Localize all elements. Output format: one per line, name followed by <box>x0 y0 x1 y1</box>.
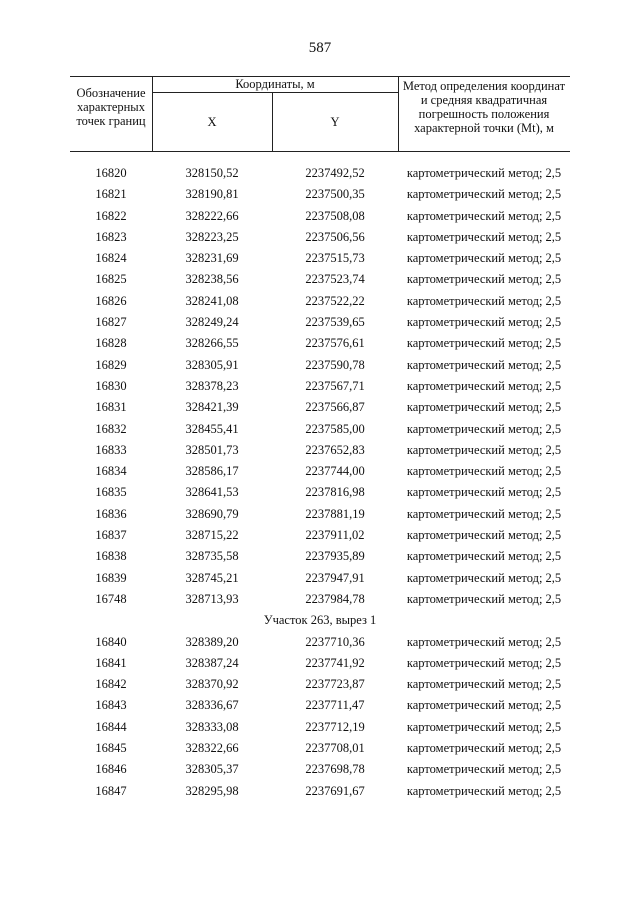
method-cell: картометрический метод; 2,5 <box>406 315 562 330</box>
y-cell: 2237652,83 <box>305 442 365 457</box>
point-id-cell: 16841 <box>95 655 127 670</box>
table-row <box>70 632 570 653</box>
table-row <box>70 269 570 290</box>
y-cell: 2237710,36 <box>305 634 365 649</box>
point-id-cell: 16822 <box>95 208 127 223</box>
x-cell: 328150,52 <box>185 166 239 180</box>
x-cell: 328378,23 <box>185 378 239 393</box>
point-id-cell: 16834 <box>95 464 127 479</box>
method-cell: картометрический метод; 2,5 <box>406 229 562 244</box>
method-cell: картометрический метод; 2,5 <box>406 783 562 798</box>
point-id-cell: 16828 <box>95 336 127 351</box>
method-cell: картометрический метод; 2,5 <box>406 698 562 713</box>
table-row <box>70 525 570 546</box>
method-cell: картометрический метод; 2,5 <box>406 719 562 734</box>
y-cell: 2237711,47 <box>305 698 365 713</box>
x-cell: 328690,79 <box>185 506 239 521</box>
point-id-cell: 16823 <box>95 229 127 244</box>
method-cell: картометрический метод; 2,5 <box>406 187 562 202</box>
table-row <box>70 781 570 802</box>
method-cell: картометрический метод; 2,5 <box>406 634 562 649</box>
x-cell: 328333,08 <box>185 719 239 734</box>
header-x: X <box>207 115 217 129</box>
table-row <box>70 504 570 525</box>
y-cell: 2237691,67 <box>305 783 365 798</box>
table-rows-part-1 <box>70 163 570 610</box>
table-row <box>70 397 570 418</box>
y-cell: 2237567,71 <box>305 378 365 393</box>
point-id-cell: 16847 <box>95 783 127 798</box>
x-cell: 328421,39 <box>185 400 239 415</box>
table-row <box>70 717 570 738</box>
x-cell: 328305,37 <box>185 762 239 777</box>
point-id-cell: 16825 <box>95 272 127 287</box>
x-cell: 328238,56 <box>185 272 239 287</box>
point-id-cell: 16835 <box>95 485 127 500</box>
method-cell: картометрический метод; 2,5 <box>406 378 562 393</box>
table-row <box>70 312 570 333</box>
x-cell: 328305,91 <box>185 357 239 372</box>
point-id-cell: 16824 <box>95 251 127 266</box>
point-id-cell: 16844 <box>95 719 127 734</box>
x-cell: 328370,92 <box>185 677 239 692</box>
table-rows-part-2 <box>70 632 570 802</box>
table-row <box>70 419 570 440</box>
method-cell: картометрический метод; 2,5 <box>406 464 562 479</box>
y-cell: 2237744,00 <box>305 464 365 479</box>
table-row <box>70 206 570 227</box>
method-cell: картометрический метод; 2,5 <box>406 251 562 266</box>
x-cell: 328389,20 <box>185 634 239 649</box>
method-cell: картометрический метод; 2,5 <box>406 762 562 777</box>
x-cell: 328222,66 <box>185 208 239 223</box>
point-id-cell: 16846 <box>95 762 127 777</box>
point-id-cell: 16829 <box>95 357 127 372</box>
header-method: Метод определения координат и средняя квадратичная погрешность положения характерной точки (Mt), м <box>402 79 566 135</box>
point-id-cell: 16840 <box>95 634 127 649</box>
y-cell: 2237881,19 <box>305 506 365 521</box>
table-row <box>70 227 570 248</box>
coords-divider <box>152 92 398 93</box>
point-id-cell: 16836 <box>95 506 127 521</box>
y-cell: 2237935,89 <box>305 549 365 564</box>
table-row <box>70 568 570 589</box>
x-cell: 328241,08 <box>185 293 239 308</box>
table-row <box>70 440 570 461</box>
y-cell: 2237522,22 <box>305 293 365 308</box>
y-cell: 2237816,98 <box>305 485 365 500</box>
y-cell: 2237508,08 <box>305 208 365 223</box>
y-cell: 2237741,92 <box>305 655 365 670</box>
y-cell: 2237911,02 <box>305 528 365 543</box>
y-cell: 2237566,87 <box>305 400 365 415</box>
method-cell: картометрический метод; 2,5 <box>406 166 562 180</box>
x-cell: 328322,66 <box>185 741 239 756</box>
method-cell: картометрический метод; 2,5 <box>406 570 562 585</box>
method-cell: картометрический метод; 2,5 <box>406 655 562 670</box>
header-col-divider-3 <box>398 76 399 151</box>
method-cell: картометрический метод; 2,5 <box>406 421 562 436</box>
point-id-cell: 16845 <box>95 741 127 756</box>
x-cell: 328735,58 <box>185 549 239 564</box>
table-body <box>70 163 570 802</box>
x-cell: 328223,25 <box>185 229 239 244</box>
table-row <box>70 461 570 482</box>
y-cell: 2237585,00 <box>305 421 365 436</box>
header-coordinates: Координаты, м <box>235 77 315 91</box>
y-cell: 2237698,78 <box>305 762 365 777</box>
method-cell: картометрический метод; 2,5 <box>406 549 562 564</box>
table-row <box>70 482 570 503</box>
point-id-cell: 16832 <box>95 421 127 436</box>
x-cell: 328455,41 <box>185 421 239 436</box>
section-title: Участок 263, вырез 1 <box>263 613 377 628</box>
point-id-cell: 16826 <box>95 293 127 308</box>
table-row <box>70 333 570 354</box>
header-bottom-border <box>70 151 570 152</box>
method-cell: картометрический метод; 2,5 <box>406 400 562 415</box>
method-cell: картометрический метод; 2,5 <box>406 272 562 287</box>
table-row <box>70 376 570 397</box>
point-id-cell: 16842 <box>95 677 127 692</box>
x-cell: 328586,17 <box>185 464 239 479</box>
point-id-cell: 16820 <box>95 166 127 180</box>
table-row <box>70 163 570 184</box>
point-id-cell: 16830 <box>95 378 127 393</box>
x-cell: 328641,53 <box>185 485 239 500</box>
x-cell: 328745,21 <box>185 570 239 585</box>
table-row <box>70 589 570 610</box>
method-cell: картометрический метод; 2,5 <box>406 485 562 500</box>
y-cell: 2237576,61 <box>305 336 365 351</box>
point-id-cell: 16821 <box>95 187 127 202</box>
table-row <box>70 355 570 376</box>
y-cell: 2237506,56 <box>305 229 365 244</box>
method-cell: картометрический метод; 2,5 <box>406 442 562 457</box>
method-cell: картометрический метод; 2,5 <box>406 293 562 308</box>
table-row <box>70 248 570 269</box>
y-cell: 2237712,19 <box>305 719 365 734</box>
x-cell: 328501,73 <box>185 442 239 457</box>
table-row <box>70 738 570 759</box>
x-cell: 328295,98 <box>185 783 239 798</box>
point-id-cell: 16827 <box>95 315 127 330</box>
x-cell: 328266,55 <box>185 336 239 351</box>
method-cell: картометрический метод; 2,5 <box>406 528 562 543</box>
table-row <box>70 291 570 312</box>
x-cell: 328336,67 <box>185 698 239 713</box>
y-cell: 2237984,78 <box>305 591 365 606</box>
method-cell: картометрический метод; 2,5 <box>406 591 562 606</box>
y-cell: 2237539,65 <box>305 315 365 330</box>
x-cell: 328231,69 <box>185 251 239 266</box>
point-id-cell: 16833 <box>95 442 127 457</box>
method-cell: картометрический метод; 2,5 <box>406 208 562 223</box>
method-cell: картометрический метод; 2,5 <box>406 506 562 521</box>
point-id-cell: 16748 <box>95 591 127 606</box>
point-id-cell: 16839 <box>95 570 127 585</box>
y-cell: 2237708,01 <box>305 741 365 756</box>
method-cell: картометрический метод; 2,5 <box>406 336 562 351</box>
x-cell: 328387,24 <box>185 655 239 670</box>
table-header <box>70 76 570 151</box>
y-cell: 2237500,35 <box>305 187 365 202</box>
table-row <box>70 653 570 674</box>
table-row <box>70 546 570 567</box>
y-cell: 2237515,73 <box>305 251 365 266</box>
y-cell: 2237492,52 <box>305 166 365 180</box>
point-id-cell: 16831 <box>95 400 127 415</box>
point-id-cell: 16838 <box>95 549 127 564</box>
page-number: 587 <box>308 40 332 56</box>
point-id-cell: 16843 <box>95 698 127 713</box>
x-cell: 328190,81 <box>185 187 239 202</box>
table-row <box>70 695 570 716</box>
table-row <box>70 759 570 780</box>
y-cell: 2237590,78 <box>305 357 365 372</box>
y-cell: 2237723,87 <box>305 677 365 692</box>
x-cell: 328249,24 <box>185 315 239 330</box>
point-id-cell: 16837 <box>95 528 127 543</box>
y-cell: 2237947,91 <box>305 570 365 585</box>
x-cell: 328713,93 <box>185 591 239 606</box>
y-cell: 2237523,74 <box>305 272 365 287</box>
x-cell: 328715,22 <box>185 528 239 543</box>
table-row <box>70 674 570 695</box>
header-y: Y <box>330 115 340 129</box>
table-row <box>70 184 570 205</box>
method-cell: картометрический метод; 2,5 <box>406 741 562 756</box>
method-cell: картометрический метод; 2,5 <box>406 677 562 692</box>
method-cell: картометрический метод; 2,5 <box>406 357 562 372</box>
header-point-id: Обозначение характерных точек границ <box>76 86 146 128</box>
